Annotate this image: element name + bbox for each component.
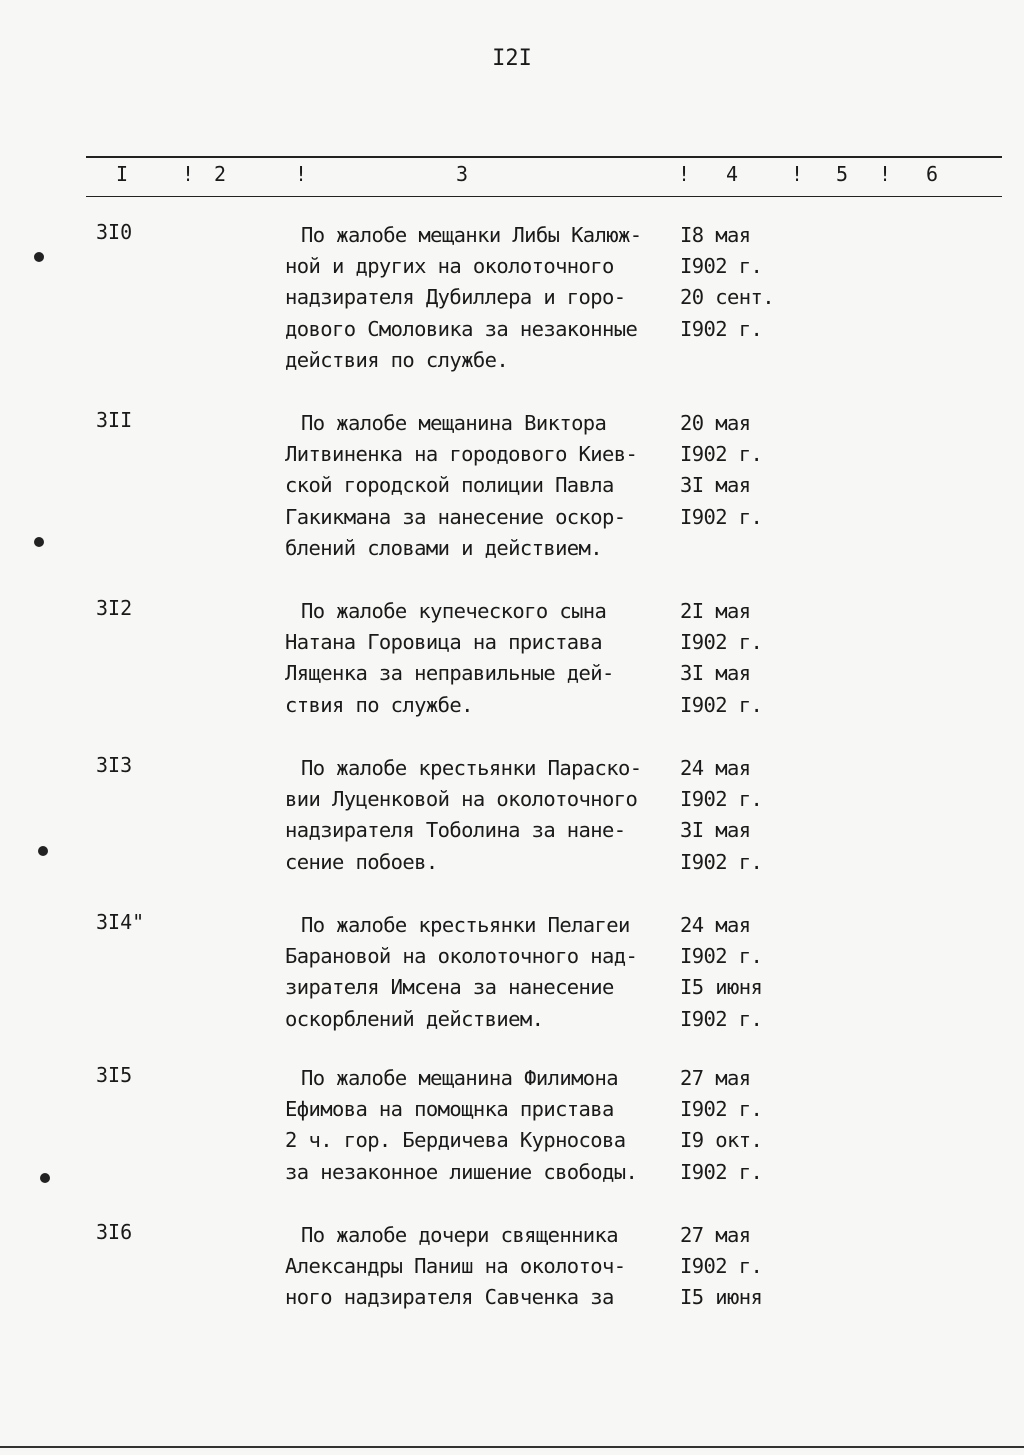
end-date: I9 окт. (680, 1128, 763, 1153)
description-line: Лященка за неправильные дей- (285, 661, 614, 686)
column-separator: ! (879, 162, 892, 186)
column-separator: ! (295, 162, 308, 186)
end-date: 3I мая (680, 473, 751, 498)
table-header-rule (86, 196, 1002, 197)
description-line: По жалобе крестьянки Параско- (301, 756, 642, 780)
end-date: 20 сент. (680, 285, 774, 310)
end-year: I902 г. (680, 504, 763, 529)
entry-description (285, 596, 677, 721)
binder-hole-mark (34, 252, 44, 262)
start-year: I902 г. (680, 1254, 763, 1279)
binder-hole-mark (38, 846, 48, 856)
start-year: I902 г. (680, 787, 763, 812)
description-line: ной и других на околоточного (285, 254, 614, 279)
description-line: По жалобе мещанина Филимона (301, 1066, 619, 1090)
description-line: сение побоев. (285, 849, 438, 874)
column-header-1: I (116, 162, 129, 186)
description-line: Барановой на околоточного над- (285, 944, 638, 969)
end-date: 3I мая (680, 661, 751, 686)
description-line: Ефимова на помощнка пристава (285, 1097, 614, 1122)
end-date: I5 июня (680, 1285, 763, 1310)
description-line: ской городской полиции Павла (285, 473, 614, 498)
description-line: Натана Горовица на пристава (285, 630, 603, 655)
entry-number: 3I2 (96, 596, 133, 620)
start-year: I902 г. (680, 944, 763, 969)
start-date: 24 мая (680, 913, 751, 937)
page-number: I2I (492, 46, 532, 71)
description-line: Литвиненка на городового Киев- (285, 442, 638, 467)
entry-description (285, 1063, 677, 1188)
entry-dates (680, 596, 810, 721)
column-header-3: 3 (456, 162, 469, 186)
entry-dates (680, 910, 810, 1035)
entry-number: 3I5 (96, 1063, 133, 1087)
description-line: дового Смоловика за незаконные (285, 316, 638, 341)
start-date: 20 мая (680, 411, 751, 435)
description-line: ствия по службе. (285, 692, 473, 717)
column-separator: ! (678, 162, 691, 186)
entry-dates (680, 408, 810, 533)
entry-dates (680, 753, 810, 878)
description-line: По жалобе мещанки Либы Калюж- (301, 223, 642, 247)
description-line: оскорблений действием. (285, 1006, 544, 1031)
start-year: I902 г. (680, 1097, 763, 1122)
entry-description (285, 408, 677, 564)
column-separator: ! (791, 162, 804, 186)
start-date: 27 мая (680, 1223, 751, 1247)
column-header-2: 2 (214, 162, 227, 186)
entry-number: 3II (96, 408, 133, 432)
description-line: По жалобе крестьянки Пелагеи (301, 913, 630, 937)
start-year: I902 г. (680, 630, 763, 655)
description-line: действия по службе. (285, 347, 509, 372)
column-header-row (0, 162, 1024, 190)
end-date: I5 июня (680, 975, 763, 1000)
end-year: I902 г. (680, 692, 763, 717)
entry-dates (680, 220, 810, 345)
entry-description (285, 1220, 677, 1314)
end-date: 3I мая (680, 818, 751, 843)
table-top-rule (86, 156, 1002, 158)
start-date: 27 мая (680, 1066, 751, 1090)
description-line: блений словами и действием. (285, 535, 603, 560)
description-line: По жалобе мещанина Виктора (301, 411, 607, 435)
start-date: 2I мая (680, 599, 751, 623)
binder-hole-mark (34, 537, 44, 547)
end-year: I902 г. (680, 316, 763, 341)
entry-dates (680, 1063, 810, 1188)
entry-description (285, 753, 677, 878)
entry-description (285, 220, 677, 376)
description-line: ного надзирателя Савченка за (285, 1285, 614, 1310)
end-year: I902 г. (680, 849, 763, 874)
description-line: вии Луценковой на околоточного (285, 787, 638, 812)
description-line: надзирателя Тоболина за нане- (285, 818, 626, 843)
description-line: По жалобе дочери священника (301, 1223, 619, 1247)
column-header-5: 5 (836, 162, 849, 186)
description-line: По жалобе купеческого сына (301, 599, 607, 623)
description-line: надзирателя Дубиллера и горо- (285, 285, 626, 310)
entry-number: 3I3 (96, 753, 133, 777)
start-date: 24 мая (680, 756, 751, 780)
start-year: I902 г. (680, 254, 763, 279)
start-date: I8 мая (680, 223, 751, 247)
column-header-6: 6 (926, 162, 939, 186)
description-line: Александры Паниш на околоточ- (285, 1254, 626, 1279)
entry-number: 3I0 (96, 220, 133, 244)
description-line: за незаконное лишение свободы. (285, 1159, 638, 1184)
entry-number: 3I4" (96, 910, 145, 934)
description-line: 2 ч. гор. Бердичева Курносова (285, 1128, 626, 1153)
start-year: I902 г. (680, 442, 763, 467)
end-year: I902 г. (680, 1159, 763, 1184)
end-year: I902 г. (680, 1006, 763, 1031)
binder-hole-mark (40, 1173, 50, 1183)
column-separator: ! (182, 162, 195, 186)
entry-dates (680, 1220, 810, 1314)
column-header-4: 4 (726, 162, 739, 186)
description-line: Гакикмана за нанесение оскор- (285, 504, 626, 529)
entry-description (285, 910, 677, 1035)
page-bottom-edge (0, 1446, 1024, 1448)
entry-number: 3I6 (96, 1220, 133, 1244)
description-line: зирателя Имсена за нанесение (285, 975, 614, 1000)
